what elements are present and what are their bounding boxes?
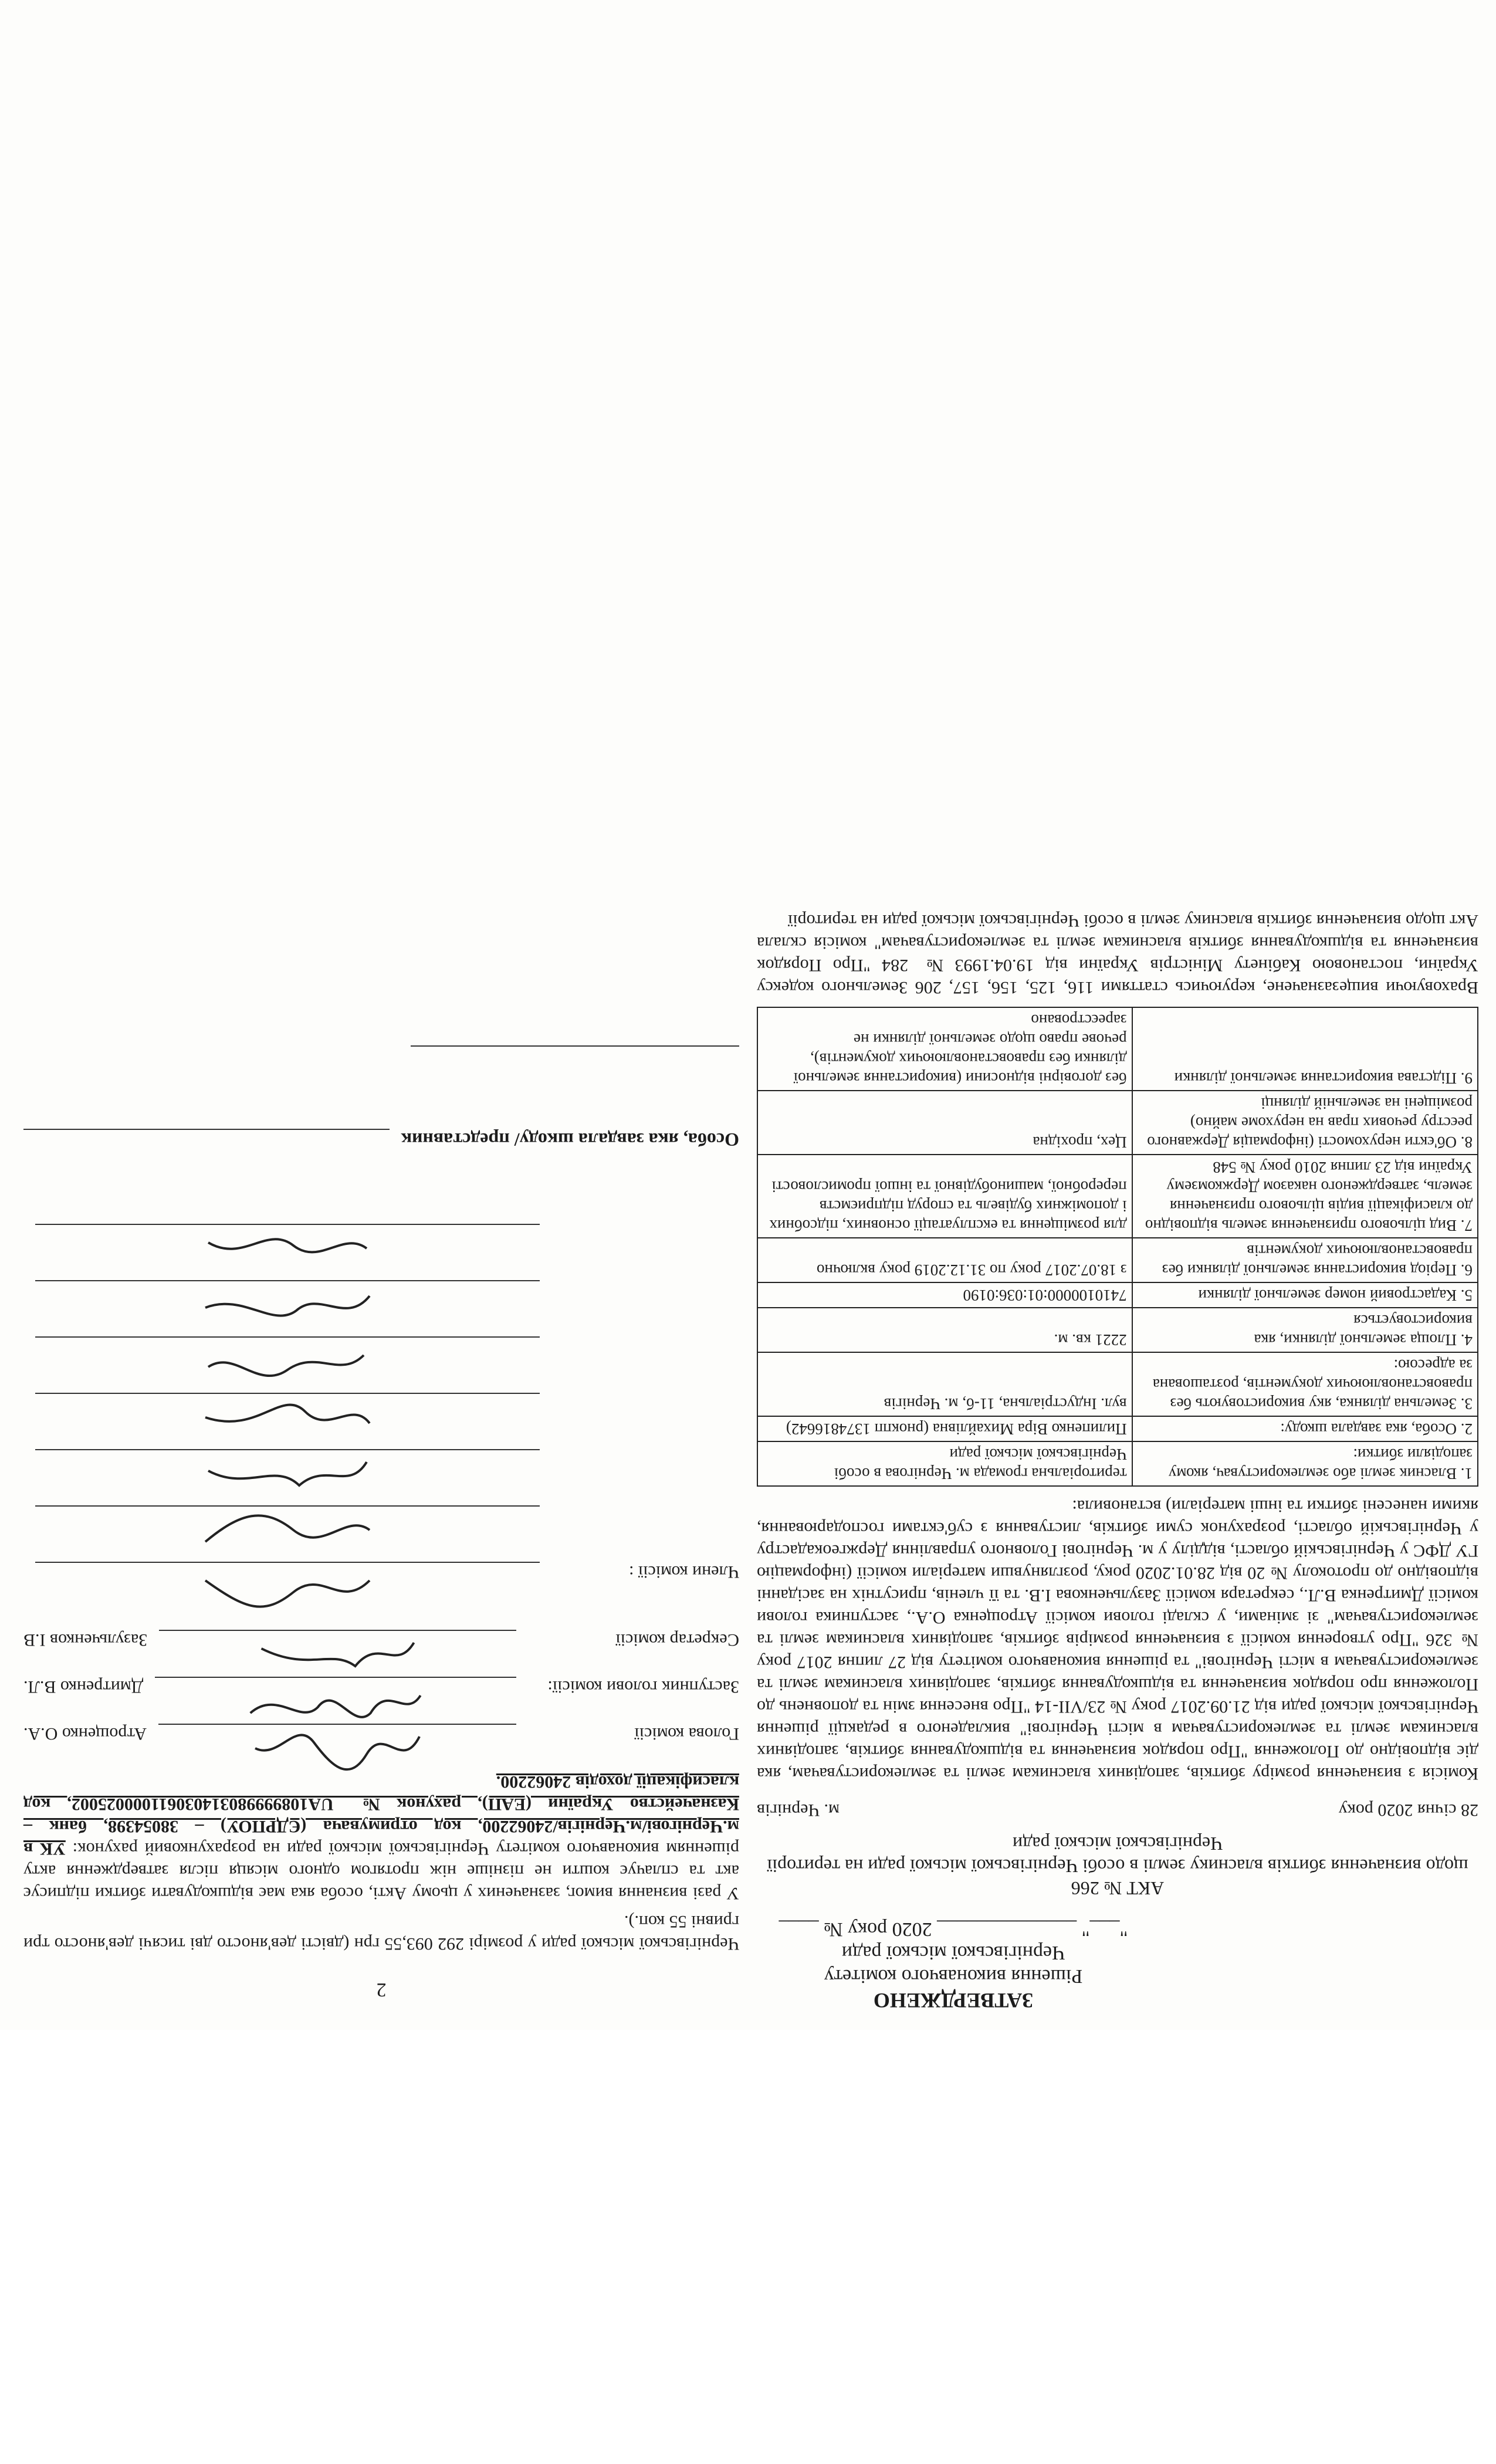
payment-paragraph [23, 1771, 739, 1904]
page-number: 2 [376, 1979, 387, 2001]
act-page-2 [23, 18, 739, 2012]
member-signature [35, 1224, 540, 1248]
table-row [757, 1238, 1478, 1282]
table-row [757, 1308, 1478, 1352]
members-row [23, 1562, 739, 1618]
conclusion-paragraph: Враховуючи вищезазначене, керуючись статтями 116, 125, 156, 157, 206 Земельного кодексу України, постановою Кабінету Міністрів України від 19.04.1993 № 284 "Про Порядок визначення та відшкодування збитків власникам землі та землекористувачам" комісія склала Акт щодо визначення збитків власнику землі в особі Чернігівської міської ради на території [757, 911, 1478, 997]
secretary-name: Зазульченков І.В [23, 1630, 148, 1650]
table-row [757, 1416, 1478, 1441]
table-value-cell: 2221 кв. м. [757, 1308, 1132, 1352]
deputy-label: Заступник голови комісії: [547, 1677, 739, 1697]
members-block [23, 1224, 739, 1618]
act-title-block [757, 1833, 1478, 1900]
signature-scribble-icon [86, 1281, 489, 1334]
member-signature [35, 1336, 540, 1361]
table-label-cell: 4. Площа земельної ділянки, яка використовується [1132, 1308, 1478, 1352]
approve-line-1: Рішення виконавчого комітету [824, 1965, 1083, 1987]
payment-text: У разі визнання вимог, зазначених у цьому Акті, особа яка має відшкодувати збитки підписує акт та сплачує кошти не пізніше ніж протягом одного місяця після затвердження акту рішенням виконавчого комітету Чернігівської міської ради на розрахунковий рахунок: [23, 1839, 739, 1903]
deputy-name: Дмитренко В.Л. [23, 1677, 144, 1697]
signature-scribble-icon [86, 1225, 489, 1278]
member-signature [35, 1449, 540, 1474]
signature-scribble-icon [86, 1507, 489, 1559]
member-row [23, 1505, 739, 1562]
table-label-cell: 1. Власник землі або землекористувач, якому заподіяли збитки: [1132, 1441, 1478, 1486]
approve-line-2: Чернігівської міської ради [841, 1942, 1065, 1964]
signature-scribble-icon [86, 1450, 489, 1503]
table-value-cell: для розміщення та експлуатації основних, підсобних і допоміжних будівель та споруд підприємств переробної, машинобудівної та іншої промисловості [757, 1155, 1132, 1238]
member-signature [35, 1562, 540, 1586]
table-row [757, 1155, 1478, 1238]
table-value-cell: з 18.07.2017 року по 31.12.2019 року включно [757, 1238, 1132, 1282]
table-value-cell: без договірні відносини (використання земельної ділянки без правовстановлюючих документів), речове право щодо земельної ділянки не зареєстровано [757, 1007, 1132, 1091]
table-value-cell: територіальна громада м. Чернігова в особі Чернігівської міської ради [757, 1441, 1132, 1486]
table-row [757, 1091, 1478, 1155]
signature-scribble-icon [191, 1678, 480, 1731]
table-value-cell: 7410100000:01:036:0190 [757, 1282, 1132, 1308]
member-row [23, 1280, 739, 1336]
secretary-signature-row [23, 1630, 739, 1654]
approve-date: "___" ______________ 2020 року № ____ [779, 1918, 1128, 1940]
act-title: АКТ № 266 [1071, 1878, 1165, 1899]
representative-signature-line [23, 1129, 390, 1153]
signature-scribble-icon [86, 1563, 489, 1616]
approve-title: ЗАТВЕРДЖЕНО [873, 1989, 1034, 2012]
act-page-1 [757, 18, 1478, 2012]
table-value-cell: Цех, прохідна [757, 1091, 1132, 1155]
signature-scribble-icon [86, 1394, 489, 1447]
member-signature [35, 1393, 540, 1417]
act-city: м. Чернігів [757, 1800, 840, 1820]
table-label-cell: 2. Особа, яка завдала шкоду: [1132, 1416, 1478, 1441]
member-row [23, 1336, 739, 1393]
member-signature [35, 1280, 540, 1305]
date-line [757, 1800, 1478, 1820]
table-value-cell: Пилипенко Віра Михайлівна (рнокпп 1374816642) [757, 1416, 1132, 1441]
member-row [23, 1224, 739, 1280]
act-subtitle-1: щодо визначення збитків власнику землі в особі Чернігівської міської ради на території [767, 1856, 1468, 1877]
secretary-signature [159, 1630, 516, 1654]
table-row [757, 1282, 1478, 1308]
table-label-cell: 8. Об'єкти нерухомості (інформація Державного реєстру речових прав на нерухоме майно) розміщені на земельній ділянці [1132, 1091, 1478, 1155]
signature-scribble-icon [195, 1631, 480, 1684]
blank-scan-area [0, 2030, 1496, 2464]
table-label-cell: 6. Період використання земельної ділянки без правовстановлюючих документів [1132, 1238, 1478, 1282]
chair-name: Атрощенко О.А. [23, 1724, 147, 1744]
amount-paragraph: Чернігівської міської ради у розмірі 292 093,55 грн (двісті дев'яносто дві тисячі дев'яносто три гривні 55 коп.). [23, 1912, 739, 1954]
representative-name-line [411, 1045, 739, 1082]
approval-stamp [757, 1917, 1150, 2012]
act-subtitle-2: Чернігівської міської ради [1013, 1833, 1223, 1854]
act-date: 28 січня 2020 року [1338, 1800, 1478, 1820]
table-label-cell: 3. Земельна ділянка, яку використовують без правовстановлюючих документів, розташована за адресою: [1132, 1352, 1478, 1416]
bank-details: УК в м.Чернігові/м.Чернігів/24062200, код отримувача (ЄДРПОУ) – 38054398, банк – Казначейство України (ЕАП), рахунок № UA108999980314030611000025002, код класифікації доходів 24062200. [23, 1772, 739, 1859]
signature-scribble-icon [194, 1725, 480, 1778]
intro-paragraph: Комісія з визначення розміру збитків, заподіяних власникам землі та землекористувачам, яка діє відповідно до Положення "Про порядок визначення та відшкодування збитків, заподіяних власникам землі та землекористувачам в місті Чернігові" викладеного в редакції рішення Чернігівської міської ради від 21.09.2017 року № 23/VII-14 "Про внесення змін та доповнень до Положення про порядок визначення та відшкодування збитків, заподіяних власникам землі та землекористувачам в місті Чернігові" та рішення виконавчого комітету від 27 липня 2017 року № 326 "Про утворення комісії з визначення розмірів збитків, заподіяних власникам землі та землекористувачам" зі змінами, у складі голови комісії Атрощенка О.А., заступника голови комісії Дмитренка В.Л., секретаря комісії Зазульченкова І.В. та її членів, присутніх на засіданні відповідно до протоколу № 20 від 28.01.2020 року, розглянувши матеріали комісії (інформацію ГУ ДФС у Чернігівській області, відділу у м. Чернігові Головного управління Держгеокадастру у Чернігівській області, розрахунок суми збитків, листування з суб'єктами господарювання, якими нанесені збитки та інші матеріали) встановила: [757, 1497, 1478, 1783]
member-row [23, 1393, 739, 1449]
member-signature [35, 1505, 540, 1530]
table-label-cell: 5. Кадастровий номер земельної ділянки [1132, 1282, 1478, 1308]
table-row [757, 1352, 1478, 1416]
members-label: Члени комісії : [628, 1562, 739, 1582]
facts-table [757, 1007, 1478, 1487]
table-label-cell: 7. Вид цільового призначення земель відповідно до класифікації видів цільового призначення земель, затвердженого наказом Держкомзему України від 23 липня 2010 року № 548 [1132, 1155, 1478, 1238]
representative-label: Особа, яка завдала шкоду/ представник [401, 1129, 739, 1150]
table-value-cell: вул. Індустріальна, 11-б, м. Чернігів [757, 1352, 1132, 1416]
secretary-label: Секретар комісії [615, 1630, 739, 1650]
table-row [757, 1007, 1478, 1091]
representative-row [23, 1129, 739, 1153]
table-row [757, 1441, 1478, 1486]
member-row [23, 1449, 739, 1505]
table-label-cell: 9. Підстава використання земельної ділянки [1132, 1007, 1478, 1091]
chair-label: Голова комісії [634, 1724, 739, 1744]
signature-scribble-icon [86, 1338, 489, 1390]
